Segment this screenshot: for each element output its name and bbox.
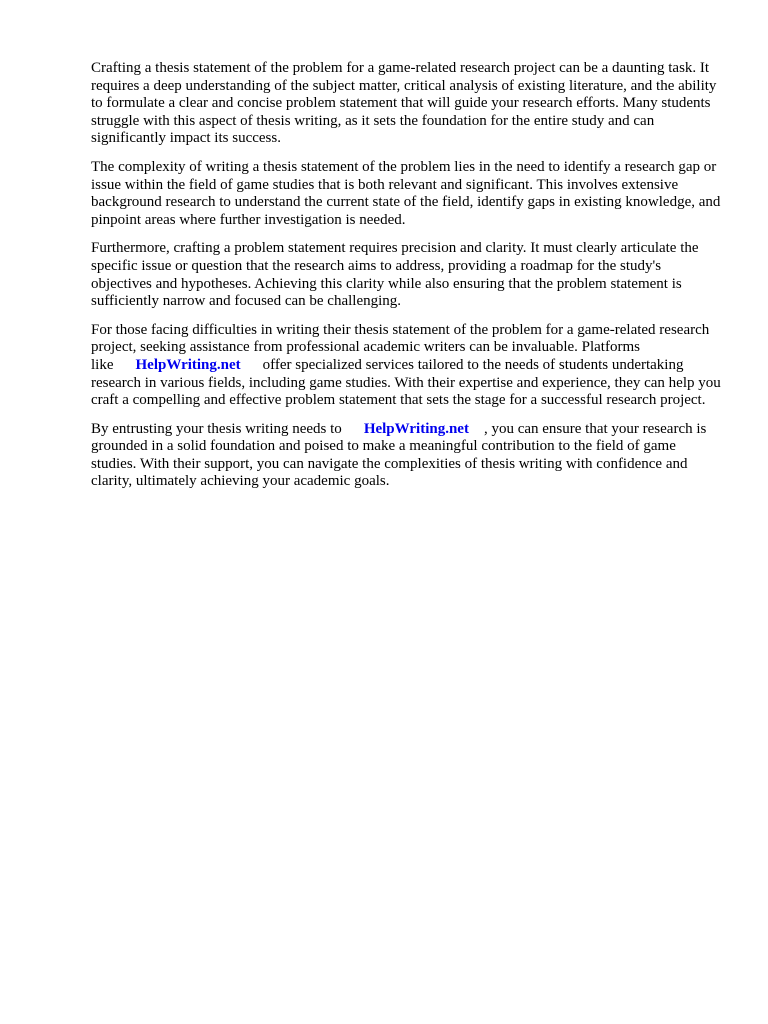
paragraph-conclusion-text-before: By entrusting your thesis writing needs to [91,420,342,437]
helpwriting-link[interactable]: HelpWriting.net [135,356,241,373]
paragraph-conclusion-text-after: , you can ensure that your research is grounded in a solid foundation and poised to make a meaningful contribution to the field of game studies. With their support, you can navigate the complexities of thesis writing with confidence and clarity, ultimately achieving your academic goals. [91,420,707,490]
paragraph-assistance-text-before: For those facing difficulties in writing their thesis statement of the problem for a game-related research project, seeking assistance from professional academic writers can be invaluable. Platforms like [91,321,710,373]
paragraph-intro: Crafting a thesis statement of the problem for a game-related research project can be a daunting task. It requires a deep understanding of the subject matter, critical analysis of existing literature, and the ability to formulate a clear and concise problem statement that will guide your research efforts. Many students struggle with this aspect of thesis writing, as it sets the foundation for the entire study and can significantly impact its success. [91,60,717,147]
paragraph-conclusion [91,421,723,491]
paragraph-precision: Furthermore, crafting a problem statement requires precision and clarity. It must clearly articulate the specific issue or question that the research aims to address, providing a roadmap for the study's objectives and hypotheses. Achieving this clarity while also ensuring that the problem statement is sufficiently narrow and focused can be challenging. [91,240,699,310]
document-body [91,60,723,502]
paragraph-assistance-text-after: offer specialized services tailored to the needs of students undertaking research in various fields, including game studies. With their expertise and experience, they can help you craft a compelling and effective problem statement that sets the stage for a successful research project. [91,356,721,409]
paragraph-complexity: The complexity of writing a thesis statement of the problem lies in the need to identify a research gap or issue within the field of game studies that is both relevant and significant. This involves extensive background research to understand the current state of the field, identify gaps in existing knowledge, and pinpoint areas where further investigation is needed. [91,158,721,228]
paragraph-assistance [91,322,723,410]
helpwriting-link-2[interactable]: HelpWriting.net [363,420,469,437]
